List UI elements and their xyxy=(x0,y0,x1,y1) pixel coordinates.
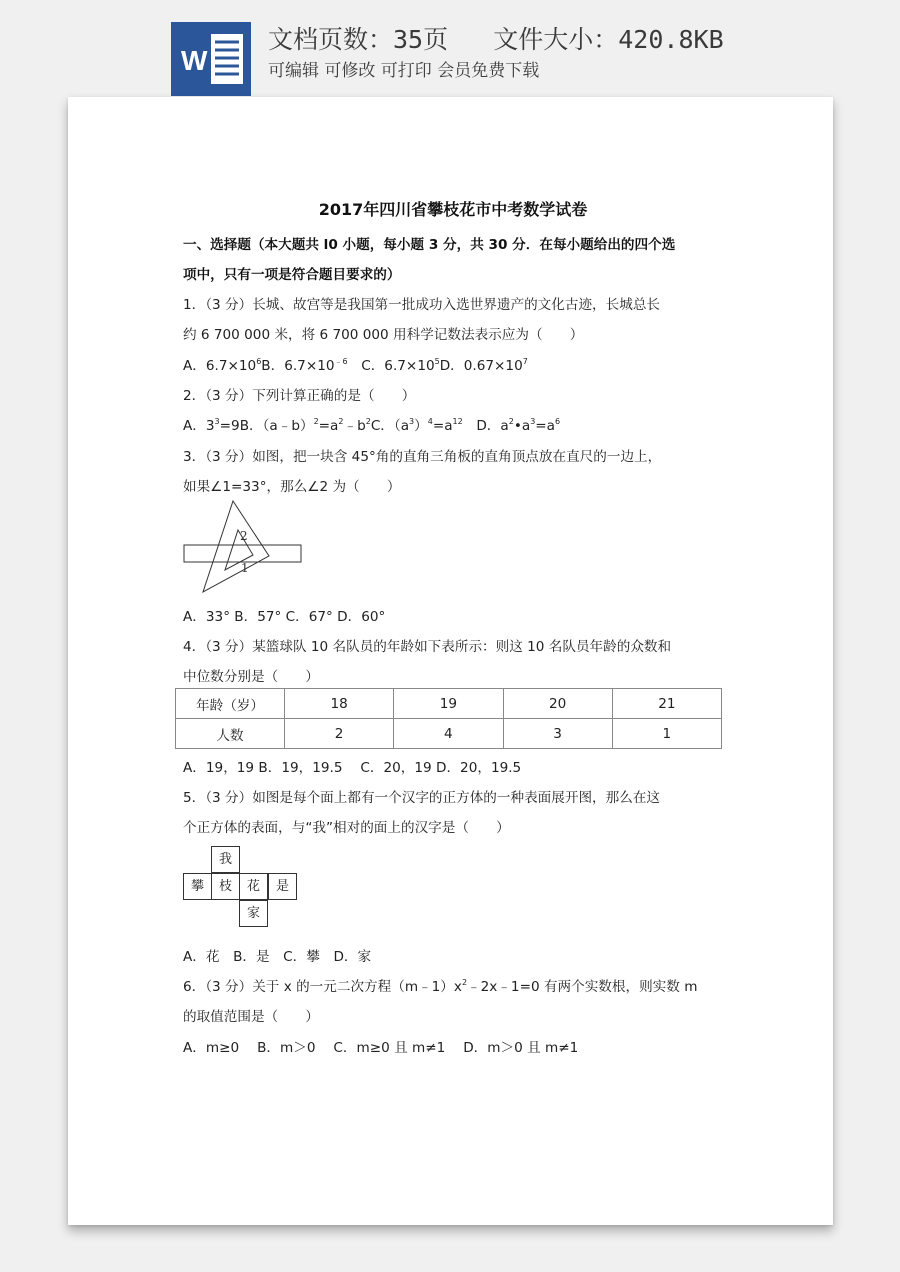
q5-text-line1: 5．（3 分）如图是每个面上都有一个汉字的正方体的一种表面展开图，那么在这 xyxy=(183,790,661,806)
q4-text-line2: 中位数分别是（ ） xyxy=(183,669,319,685)
q5-options: A．花 B．是 C．攀 D．家 xyxy=(183,949,372,965)
q2-text-line1: 2．（3 分）下列计算正确的是（ ） xyxy=(183,388,416,404)
q4-age-table xyxy=(175,688,722,749)
net-cell-hua: 花 xyxy=(239,873,268,900)
table-row xyxy=(176,689,722,719)
angle-1-label: 1 xyxy=(241,561,249,575)
table-cell: 20 xyxy=(503,689,612,719)
q4-options: A．19，19 B．19，19.5 C．20，19 D．20，19.5 xyxy=(183,760,522,776)
table-cell: 18 xyxy=(285,689,394,719)
net-cell-pan: 攀 xyxy=(183,873,212,900)
table-cell: 年龄（岁） xyxy=(176,689,285,719)
doc-features-line: 可编辑 可修改 可打印 会员免费下载 xyxy=(268,61,540,81)
ruler-shape xyxy=(184,545,301,562)
word-icon-letter: W xyxy=(181,45,208,76)
angle-2-label: 2 xyxy=(240,529,248,543)
table-cell: 21 xyxy=(612,689,721,719)
q3-text-line1: 3．（3 分）如图，把一块含 45°角的直角三角板的直角顶点放在直尺的一边上， xyxy=(183,449,662,465)
section1-heading-line1: 一、选择题（本大题共 l0 小题，每小题 3 分，共 30 分．在每小题给出的四个选 xyxy=(183,237,676,253)
table-cell: 3 xyxy=(503,719,612,749)
download-banner xyxy=(0,0,900,96)
table-cell: 1 xyxy=(612,719,721,749)
table-cell: 人数 xyxy=(176,719,285,749)
q3-ruler-triangle-figure xyxy=(183,500,305,596)
q1-options: A．$6.7\times 10^6B$．$6.7\times 10^{﹣6}$ C．$6.7\times 10^5D$．$0.67\times 10^7$ xyxy=(183,357,528,374)
doc-info-line: 文档页数：35页 文件大小：420.8KB xyxy=(268,25,724,54)
word-icon xyxy=(171,22,251,96)
q5-text-line2: 个正方体的表面，与“我”相对的面上的汉字是（ ） xyxy=(183,820,510,836)
net-cell-wo: 我 xyxy=(211,846,240,873)
q3-options: A．33° B．57° C．67° D．60° xyxy=(183,609,386,625)
net-cell-jia: 家 xyxy=(239,900,268,927)
q6-text-line2: 的取值范围是（ ） xyxy=(183,1009,319,1025)
net-cell-zhi: 枝 xyxy=(211,873,240,900)
q2-options: A．$3^3=9B$．$(a﹣b)^2=a^2﹣b^2C$．$(a^3)^4=a^{12}$ D．$a^2•a^3=a^6$ xyxy=(183,417,561,434)
table-cell: 4 xyxy=(394,719,503,749)
table-row xyxy=(176,719,722,749)
q4-text-line1: 4．（3 分）某篮球队 10 名队员的年龄如下表所示：则这 10 名队员年龄的众数和 xyxy=(183,639,672,655)
document-page xyxy=(68,97,833,1225)
exam-title: 2017年四川省攀枝花市中考数学试卷 xyxy=(318,200,588,219)
q1-text-line2: 约 6 700 000 米，将 6 700 000 用科学记数法表示应为（ ） xyxy=(183,327,584,343)
net-cell-shi: 是 xyxy=(268,873,297,900)
q6-options: A．m≥0 B．m＞0 C．m≥0 且 m≠1 D．m＞0 且 m≠1 xyxy=(183,1040,579,1056)
table-cell: 19 xyxy=(394,689,503,719)
q3-text-line2: 如果∠1=33°，那么∠2 为（ ） xyxy=(183,479,401,495)
outer-triangle-shape xyxy=(203,501,269,592)
section1-heading-line2: 项中，只有一项是符合题目要求的） xyxy=(183,267,401,283)
table-cell: 2 xyxy=(285,719,394,749)
q6-text-line1: 6．（3 分）关于 x 的一元二次方程$(m﹣1)x^2﹣2x﹣1=0$ 有两个实数根，则实数 m xyxy=(183,978,698,995)
q1-text-line1: 1．（3 分）长城、故宫等是我国第一批成功入选世界遗产的文化古迹，长城总长 xyxy=(183,297,661,313)
inner-triangle-shape xyxy=(225,530,253,570)
